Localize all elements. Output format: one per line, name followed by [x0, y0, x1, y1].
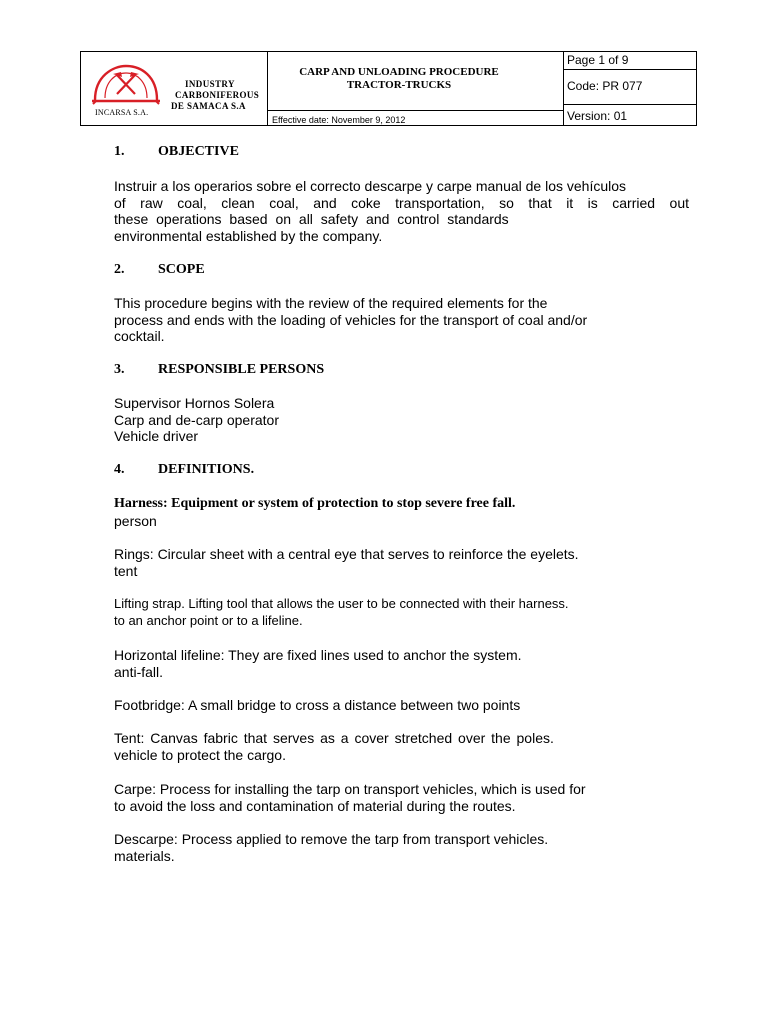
incarsa-logo — [91, 62, 161, 106]
definition-tent: Tent: Canvas fabric that serves as a cover stretched over the poles. vehicle to protect the cargo. — [114, 730, 554, 763]
divider — [267, 52, 268, 125]
document-header — [80, 51, 697, 126]
definition-lifting-strap: Lifting strap. Lifting tool that allows the user to be connected with their harness. to an anchor point or to a lifeline. — [114, 596, 569, 628]
effective-date: Effective date: November 9, 2012 — [272, 115, 406, 125]
list-item: Supervisor Hornos Solera — [114, 395, 275, 411]
document-code: Code: PR 077 — [567, 79, 643, 93]
definition-horizontal-lifeline: Horizontal lifeline: They are fixed lines used to anchor the system. anti-fall. — [114, 647, 522, 680]
list-item: Carp and de-carp operator — [114, 411, 279, 428]
divider — [267, 110, 563, 111]
logo-caption: INCARSA S.A. — [95, 108, 149, 117]
definition-rings: Rings: Circular sheet with a central eye that serves to reinforce the eyelets. tent — [114, 546, 579, 579]
divider — [563, 52, 564, 125]
section-heading-definitions: 4. DEFINITIONS. — [114, 462, 255, 477]
document-title: CARP AND UNLOADING PROCEDURE TRACTOR-TRUCKS — [299, 66, 499, 91]
definition-footbridge: Footbridge: A small bridge to cross a distance between two points — [114, 697, 521, 713]
responsible-list — [114, 395, 689, 445]
divider — [563, 69, 696, 70]
company-line: DE SAMACA S.A — [171, 101, 246, 111]
divider — [563, 104, 696, 105]
section-heading-objective: 1. OBJECTIVE — [114, 144, 239, 159]
definition-harness: Harness: Equipment or system of protection to stop severe free fall. person — [114, 496, 516, 529]
company-line: INDUSTRY — [185, 79, 235, 89]
company-name — [171, 79, 266, 112]
title-cell — [269, 52, 563, 125]
scope-text: This procedure begins with the review of the required elements for the process and ends with the loading of vehicles for the transport of coal and/or cocktail. — [114, 295, 588, 345]
list-item: Vehicle driver — [114, 428, 199, 445]
objective-text: Instruir a los operarios sobre el correcto descarpe y carpe manual de los vehículos of raw coal, clean coal, and coke transportation, so that it is carried out these operations based on all safety and control standards environmental established by the company. — [114, 178, 689, 244]
section-heading-responsible: 3. RESPONSIBLE PERSONS — [114, 362, 325, 377]
definition-descarpe: Descarpe: Process applied to remove the tarp from transport vehicles. materials. — [114, 831, 549, 864]
section-heading-scope: 2. SCOPE — [114, 262, 205, 277]
definition-carpe: Carpe: Process for installing the tarp on transport vehicles, which is used for to avoid the loss and contamination of material during the routes. — [114, 781, 586, 814]
company-line: CARBONIFEROUS — [175, 90, 260, 100]
document-version: Version: 01 — [567, 109, 628, 123]
logo-cell — [81, 52, 267, 125]
page-number: Page 1 of 9 — [567, 53, 629, 67]
